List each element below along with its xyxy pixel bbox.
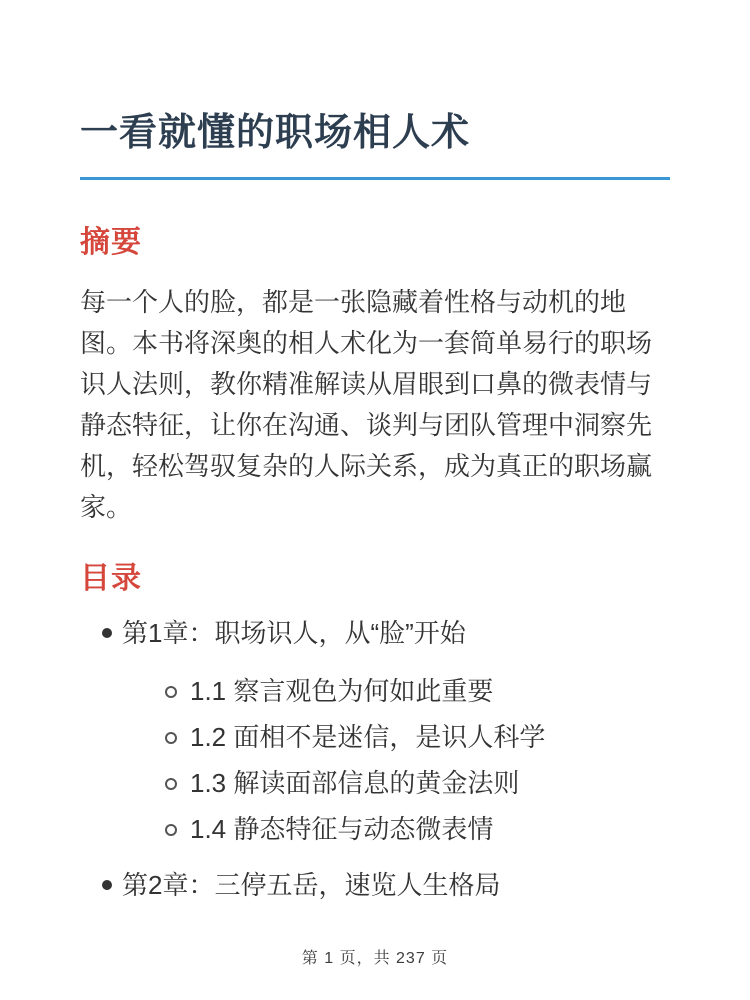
toc-sublist-chapter-1: [122, 674, 670, 846]
toc-subitem-label: 1.4 静态特征与动态微表情: [190, 814, 494, 845]
toc-item-label: 第1章：职场识人，从“脸”开始: [122, 618, 466, 649]
toc-item-chapter-2: [80, 868, 670, 902]
toc-subitem-1-2: [122, 720, 670, 754]
page-number-indicator: 第 1 页，共 237 页: [301, 950, 449, 967]
document-title: 一看就懂的职场相人术: [80, 112, 471, 154]
toc-subitem-1-4: [122, 812, 670, 846]
summary-text: 每一个人的脸，都是一张隐藏着性格与动机的地图。本书将深奥的相人术化为一套简单易行的职场识人法则，教你精准解读从眉眼到口鼻的微表情与静态特征，让你在沟通、谈判与团队管理中洞察先机，轻松驾驭复杂的人际关系，成为真正的职场赢家。: [80, 286, 653, 522]
toc-subitem-label: 1.1 察言观色为何如此重要: [190, 676, 494, 707]
toc-list: [80, 616, 670, 902]
toc-item-chapter-1: [80, 616, 670, 846]
bullet-circle-icon: [165, 732, 177, 744]
toc-subitem-label: 1.3 解读面部信息的黄金法则: [190, 768, 520, 799]
summary-section: [80, 224, 670, 528]
bullet-circle-icon: [165, 686, 177, 698]
toc-subitem-1-3: [122, 766, 670, 800]
toc-section: [80, 560, 670, 903]
toc-subitem-1-1: [122, 674, 670, 708]
toc-heading: 目录: [80, 561, 142, 595]
summary-heading: 摘要: [80, 226, 142, 260]
toc-subitem-label: 1.2 面相不是迷信，是识人科学: [190, 722, 546, 753]
bullet-circle-icon: [165, 824, 177, 836]
toc-item-label: 第2章：三停五岳，速览人生格局: [122, 870, 501, 901]
title-divider: [80, 177, 670, 180]
bullet-disc-icon: [102, 880, 112, 890]
bullet-circle-icon: [165, 778, 177, 790]
bullet-disc-icon: [102, 628, 112, 638]
